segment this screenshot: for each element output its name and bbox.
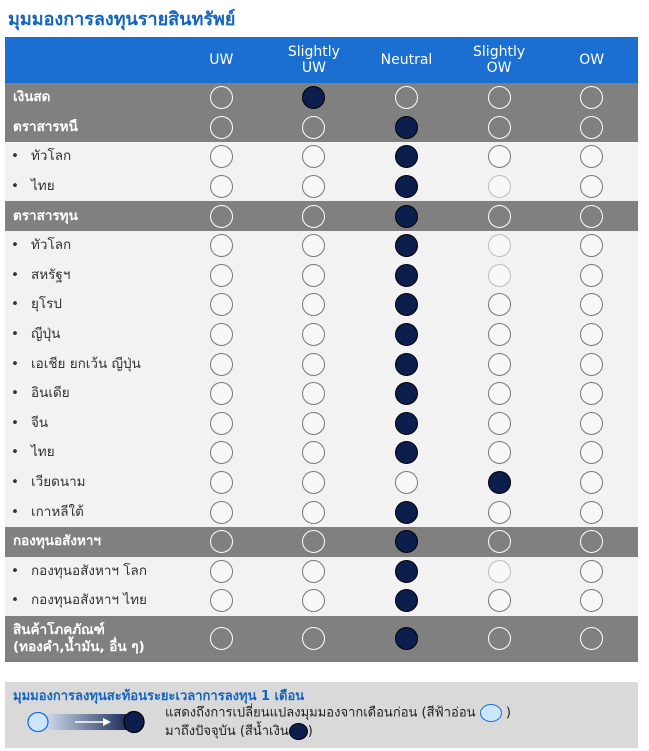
- row-label: [5, 326, 175, 343]
- empty-dot-icon: [580, 627, 603, 650]
- legend-arrow-graphic: [27, 710, 145, 734]
- empty-dot-icon: [580, 234, 603, 257]
- rating-cell: [268, 83, 361, 113]
- empty-dot-icon: [302, 353, 325, 376]
- row-label: [5, 622, 175, 656]
- selected-dot-icon: [395, 293, 418, 316]
- selected-dot-icon: [395, 560, 418, 583]
- rating-cell: [453, 349, 546, 379]
- empty-dot-icon: [488, 382, 511, 405]
- rating-cell: [545, 409, 638, 439]
- row-label-text: ญี่ปุ่น: [31, 326, 61, 343]
- empty-dot-icon: [580, 353, 603, 376]
- bullet-icon: •: [11, 592, 19, 609]
- legend-line-1-text: แสดงถึงการเปลี่ยนแปลงมุมมองจากเดือนก่อน (สีฟ้าอ่อน: [165, 705, 476, 721]
- empty-dot-icon: [580, 145, 603, 168]
- row-label-text: สินค้าโภคภัณฑ์ (ทองคำ,น้ำมัน, อื่น ๆ): [13, 621, 145, 655]
- rating-cell: [175, 261, 268, 291]
- rating-cell: [453, 586, 546, 616]
- col-neutral: Neutral: [380, 52, 433, 68]
- empty-dot-icon: [210, 560, 233, 583]
- selected-dot-icon: [395, 234, 418, 257]
- table-row: [5, 142, 638, 172]
- empty-dot-icon: [395, 86, 418, 109]
- rating-cell: [360, 320, 453, 350]
- table-row: [5, 231, 638, 261]
- empty-dot-icon: [580, 323, 603, 346]
- bullet-icon: •: [11, 385, 19, 402]
- rating-cell: [545, 616, 638, 662]
- col-uw: UW: [209, 52, 234, 68]
- selected-dot-icon: [395, 175, 418, 198]
- rating-cell: [175, 349, 268, 379]
- rating-cell: [453, 172, 546, 202]
- row-label: [5, 474, 175, 491]
- selected-dot-icon: [395, 264, 418, 287]
- bullet-icon: •: [11, 296, 19, 313]
- selected-dot-icon: [395, 323, 418, 346]
- rating-cell: [360, 527, 453, 557]
- bullet-icon: •: [11, 503, 19, 520]
- table-row: [5, 261, 638, 291]
- legend-box: [5, 682, 638, 748]
- empty-dot-icon: [488, 530, 511, 553]
- selected-dot-icon: [395, 145, 418, 168]
- row-label-text: ทั่วโลก: [31, 148, 72, 165]
- empty-dot-icon: [210, 116, 233, 139]
- row-label-text: ยุโรป: [31, 296, 62, 313]
- row-label: [5, 89, 175, 106]
- rating-cell: [545, 379, 638, 409]
- empty-dot-icon: [580, 382, 603, 405]
- empty-dot-icon: [210, 353, 233, 376]
- empty-dot-icon: [302, 205, 325, 228]
- rating-cell: [545, 557, 638, 587]
- rating-cell: [545, 527, 638, 557]
- empty-dot-icon: [210, 382, 233, 405]
- empty-dot-icon: [580, 86, 603, 109]
- row-label: [5, 444, 175, 461]
- rating-cell: [453, 468, 546, 498]
- rating-cell: [175, 290, 268, 320]
- rating-cell: [175, 438, 268, 468]
- selected-dot-icon: [302, 86, 325, 109]
- rating-cell: [360, 616, 453, 662]
- selected-dot-icon: [488, 471, 511, 494]
- empty-dot-icon: [580, 264, 603, 287]
- rating-cell: [268, 320, 361, 350]
- empty-dot-icon: [210, 293, 233, 316]
- rating-cell: [360, 379, 453, 409]
- rating-cell: [360, 261, 453, 291]
- rating-cell: [268, 409, 361, 439]
- empty-dot-icon: [210, 530, 233, 553]
- empty-dot-icon: [302, 501, 325, 524]
- selected-dot-icon: [395, 116, 418, 139]
- selected-dot-icon: [395, 627, 418, 650]
- rating-cell: [268, 113, 361, 143]
- selected-dot-icon: [395, 382, 418, 405]
- page-title: มุมมองการลงทุนรายสินทรัพย์: [8, 9, 236, 30]
- rating-cell: [268, 261, 361, 291]
- row-label-text: เงินสด: [13, 89, 51, 106]
- row-label-text: ตราสารหนี้: [13, 118, 78, 135]
- rating-cell: [268, 201, 361, 231]
- rating-cell: [360, 113, 453, 143]
- bullet-icon: •: [11, 266, 19, 283]
- empty-dot-icon: [580, 116, 603, 139]
- row-label: [5, 208, 175, 225]
- row-label: [5, 119, 175, 136]
- row-label: [5, 592, 175, 609]
- rating-cell: [268, 438, 361, 468]
- empty-dot-icon: [210, 471, 233, 494]
- col-slightly-ow: Slightly OW: [473, 44, 526, 76]
- row-label-text: เอเชีย ยกเว้น ญี่ปุ่น: [31, 355, 141, 372]
- empty-dot-icon: [302, 234, 325, 257]
- rating-cell: [360, 438, 453, 468]
- table-row: [5, 557, 638, 587]
- table-row: [5, 113, 638, 143]
- row-label-text: กองทุนอสังหาฯ: [13, 533, 102, 550]
- empty-dot-icon: [488, 205, 511, 228]
- previous-dot-icon: [488, 264, 511, 287]
- empty-dot-icon: [580, 412, 603, 435]
- empty-dot-icon: [488, 627, 511, 650]
- current-dot-icon: [124, 712, 144, 733]
- rating-cell: [268, 290, 361, 320]
- empty-dot-icon: [210, 627, 233, 650]
- selected-dot-icon: [395, 412, 418, 435]
- row-label: [5, 415, 175, 432]
- empty-dot-icon: [580, 530, 603, 553]
- empty-dot-icon: [488, 116, 511, 139]
- rating-cell: [360, 231, 453, 261]
- legend-line-1-end: ): [505, 705, 511, 721]
- rating-cell: [175, 586, 268, 616]
- rating-cell: [360, 290, 453, 320]
- rating-cell: [175, 616, 268, 662]
- bullet-icon: •: [11, 474, 19, 491]
- empty-dot-icon: [302, 382, 325, 405]
- table-row: [5, 527, 638, 557]
- row-label: [5, 148, 175, 165]
- table-row: [5, 349, 638, 379]
- table-row: [5, 616, 638, 662]
- legend-line-2-text: มาถึงปัจจุบัน (สีน้ำเงิน: [165, 723, 289, 739]
- table-row: [5, 438, 638, 468]
- row-label: [5, 385, 175, 402]
- rating-cell: [453, 320, 546, 350]
- empty-dot-icon: [302, 627, 325, 650]
- selected-dot-icon: [395, 589, 418, 612]
- empty-dot-icon: [580, 441, 603, 464]
- dark-blue-dot-icon: [289, 723, 308, 740]
- light-blue-dot-icon: [480, 704, 502, 722]
- previous-dot-icon: [488, 234, 511, 257]
- row-label: [5, 533, 175, 550]
- rating-cell: [175, 527, 268, 557]
- empty-dot-icon: [210, 323, 233, 346]
- row-label: [5, 178, 175, 195]
- rating-cell: [268, 231, 361, 261]
- row-label: [5, 267, 175, 284]
- empty-dot-icon: [488, 145, 511, 168]
- empty-dot-icon: [580, 471, 603, 494]
- rating-cell: [545, 349, 638, 379]
- table-row: [5, 497, 638, 527]
- rating-cell: [175, 497, 268, 527]
- legend-title: มุมมองการลงทุนสะท้อนระยะเวลาการลงทุน 1 เดือน: [13, 689, 305, 704]
- empty-dot-icon: [302, 441, 325, 464]
- rating-cell: [175, 201, 268, 231]
- empty-dot-icon: [210, 501, 233, 524]
- empty-dot-icon: [302, 264, 325, 287]
- empty-dot-icon: [488, 441, 511, 464]
- empty-dot-icon: [580, 205, 603, 228]
- rating-cell: [545, 113, 638, 143]
- selected-dot-icon: [395, 530, 418, 553]
- empty-dot-icon: [302, 530, 325, 553]
- row-label-text: กองทุนอสังหาฯ โลก: [31, 562, 147, 579]
- rating-cell: [175, 468, 268, 498]
- table-row: [5, 320, 638, 350]
- previous-dot-icon: [488, 175, 511, 198]
- rating-cell: [453, 557, 546, 587]
- empty-dot-icon: [488, 412, 511, 435]
- bullet-icon: •: [11, 444, 19, 461]
- rating-cell: [268, 586, 361, 616]
- empty-dot-icon: [580, 175, 603, 198]
- rating-cell: [268, 468, 361, 498]
- empty-dot-icon: [302, 412, 325, 435]
- selected-dot-icon: [395, 205, 418, 228]
- rating-cell: [175, 320, 268, 350]
- selected-dot-icon: [395, 353, 418, 376]
- empty-dot-icon: [580, 560, 603, 583]
- rating-cell: [453, 527, 546, 557]
- empty-dot-icon: [210, 234, 233, 257]
- bullet-icon: •: [11, 237, 19, 254]
- rating-cell: [268, 349, 361, 379]
- bullet-icon: •: [11, 148, 19, 165]
- bullet-icon: •: [11, 355, 19, 372]
- empty-dot-icon: [488, 353, 511, 376]
- empty-dot-icon: [210, 441, 233, 464]
- rating-cell: [175, 409, 268, 439]
- empty-dot-icon: [302, 471, 325, 494]
- empty-dot-icon: [488, 323, 511, 346]
- rating-cell: [360, 201, 453, 231]
- empty-dot-icon: [210, 205, 233, 228]
- empty-dot-icon: [488, 293, 511, 316]
- rating-cell: [453, 201, 546, 231]
- empty-dot-icon: [488, 86, 511, 109]
- header-spacer: [5, 37, 175, 83]
- table-row: [5, 290, 638, 320]
- rating-cell: [268, 557, 361, 587]
- rating-cell: [545, 231, 638, 261]
- rating-cell: [268, 527, 361, 557]
- rating-cell: [175, 83, 268, 113]
- row-label-text: ทั่วโลก: [31, 237, 72, 254]
- rating-cell: [545, 172, 638, 202]
- table-row: [5, 468, 638, 498]
- empty-dot-icon: [302, 589, 325, 612]
- table-row: [5, 586, 638, 616]
- bullet-icon: •: [11, 326, 19, 343]
- rating-cell: [360, 172, 453, 202]
- rating-cell: [545, 290, 638, 320]
- rating-cell: [175, 557, 268, 587]
- table-row: [5, 172, 638, 202]
- rating-cell: [545, 83, 638, 113]
- row-label-text: เวียดนาม: [31, 474, 86, 491]
- empty-dot-icon: [302, 293, 325, 316]
- legend-line-1: [165, 704, 511, 723]
- rating-cell: [360, 557, 453, 587]
- rating-cell: [268, 172, 361, 202]
- rating-cell: [360, 349, 453, 379]
- bullet-icon: •: [11, 562, 19, 579]
- empty-dot-icon: [302, 116, 325, 139]
- table-row: [5, 83, 638, 113]
- rating-cell: [268, 497, 361, 527]
- rating-cell: [453, 497, 546, 527]
- rating-cell: [545, 320, 638, 350]
- row-label: [5, 296, 175, 313]
- rating-cell: [360, 409, 453, 439]
- empty-dot-icon: [395, 471, 418, 494]
- table-row: [5, 201, 638, 231]
- rating-cell: [360, 497, 453, 527]
- row-label: [5, 237, 175, 254]
- bullet-icon: •: [11, 178, 19, 195]
- row-label: [5, 563, 175, 580]
- row-label-text: เกาหลีใต้: [31, 503, 84, 520]
- empty-dot-icon: [210, 264, 233, 287]
- rating-cell: [545, 142, 638, 172]
- col-slightly-uw: Slightly UW: [287, 44, 340, 76]
- empty-dot-icon: [580, 293, 603, 316]
- row-label-text: ตราสารทุน: [13, 207, 78, 224]
- row-label-text: ไทย: [31, 178, 55, 195]
- asset-view-table: [5, 37, 638, 662]
- rating-cell: [360, 586, 453, 616]
- rating-cell: [175, 231, 268, 261]
- legend-description: [165, 704, 511, 741]
- rating-cell: [545, 497, 638, 527]
- rating-cell: [453, 231, 546, 261]
- row-label-text: อินเดีย: [31, 385, 70, 402]
- empty-dot-icon: [580, 589, 603, 612]
- empty-dot-icon: [302, 175, 325, 198]
- rating-cell: [545, 438, 638, 468]
- rating-cell: [545, 201, 638, 231]
- table-body: [5, 83, 638, 662]
- rating-cell: [360, 142, 453, 172]
- row-label: [5, 356, 175, 373]
- empty-dot-icon: [210, 589, 233, 612]
- legend-line-2: [165, 723, 511, 741]
- row-label-text: กองทุนอสังหาฯ ไทย: [31, 592, 147, 609]
- row-label: [5, 504, 175, 521]
- empty-dot-icon: [210, 86, 233, 109]
- table-header: [5, 37, 638, 83]
- table-row: [5, 379, 638, 409]
- rating-cell: [360, 83, 453, 113]
- row-label-text: ไทย: [31, 444, 55, 461]
- empty-dot-icon: [302, 323, 325, 346]
- empty-dot-icon: [210, 412, 233, 435]
- row-label-text: สหรัฐฯ: [31, 266, 71, 283]
- selected-dot-icon: [395, 501, 418, 524]
- rating-cell: [175, 113, 268, 143]
- rating-cell: [453, 379, 546, 409]
- rating-cell: [268, 616, 361, 662]
- empty-dot-icon: [210, 145, 233, 168]
- rating-cell: [453, 113, 546, 143]
- rating-cell: [453, 83, 546, 113]
- empty-dot-icon: [302, 560, 325, 583]
- rating-cell: [360, 468, 453, 498]
- rating-cell: [545, 261, 638, 291]
- rating-cell: [175, 142, 268, 172]
- rating-cell: [545, 586, 638, 616]
- previous-dot-icon: [28, 713, 48, 732]
- row-label-text: จีน: [31, 414, 49, 431]
- rating-cell: [453, 616, 546, 662]
- rating-cell: [453, 290, 546, 320]
- empty-dot-icon: [302, 145, 325, 168]
- empty-dot-icon: [210, 175, 233, 198]
- rating-cell: [175, 172, 268, 202]
- empty-dot-icon: [488, 589, 511, 612]
- rating-cell: [453, 142, 546, 172]
- rating-cell: [268, 142, 361, 172]
- rating-cell: [453, 438, 546, 468]
- selected-dot-icon: [395, 441, 418, 464]
- table-row: [5, 409, 638, 439]
- rating-cell: [268, 379, 361, 409]
- legend-line-2-end: ): [307, 723, 313, 739]
- previous-dot-icon: [488, 560, 511, 583]
- rating-cell: [545, 468, 638, 498]
- rating-cell: [175, 379, 268, 409]
- empty-dot-icon: [580, 501, 603, 524]
- col-ow: OW: [579, 52, 605, 68]
- bullet-icon: •: [11, 414, 19, 431]
- empty-dot-icon: [488, 501, 511, 524]
- rating-cell: [453, 409, 546, 439]
- rating-cell: [453, 261, 546, 291]
